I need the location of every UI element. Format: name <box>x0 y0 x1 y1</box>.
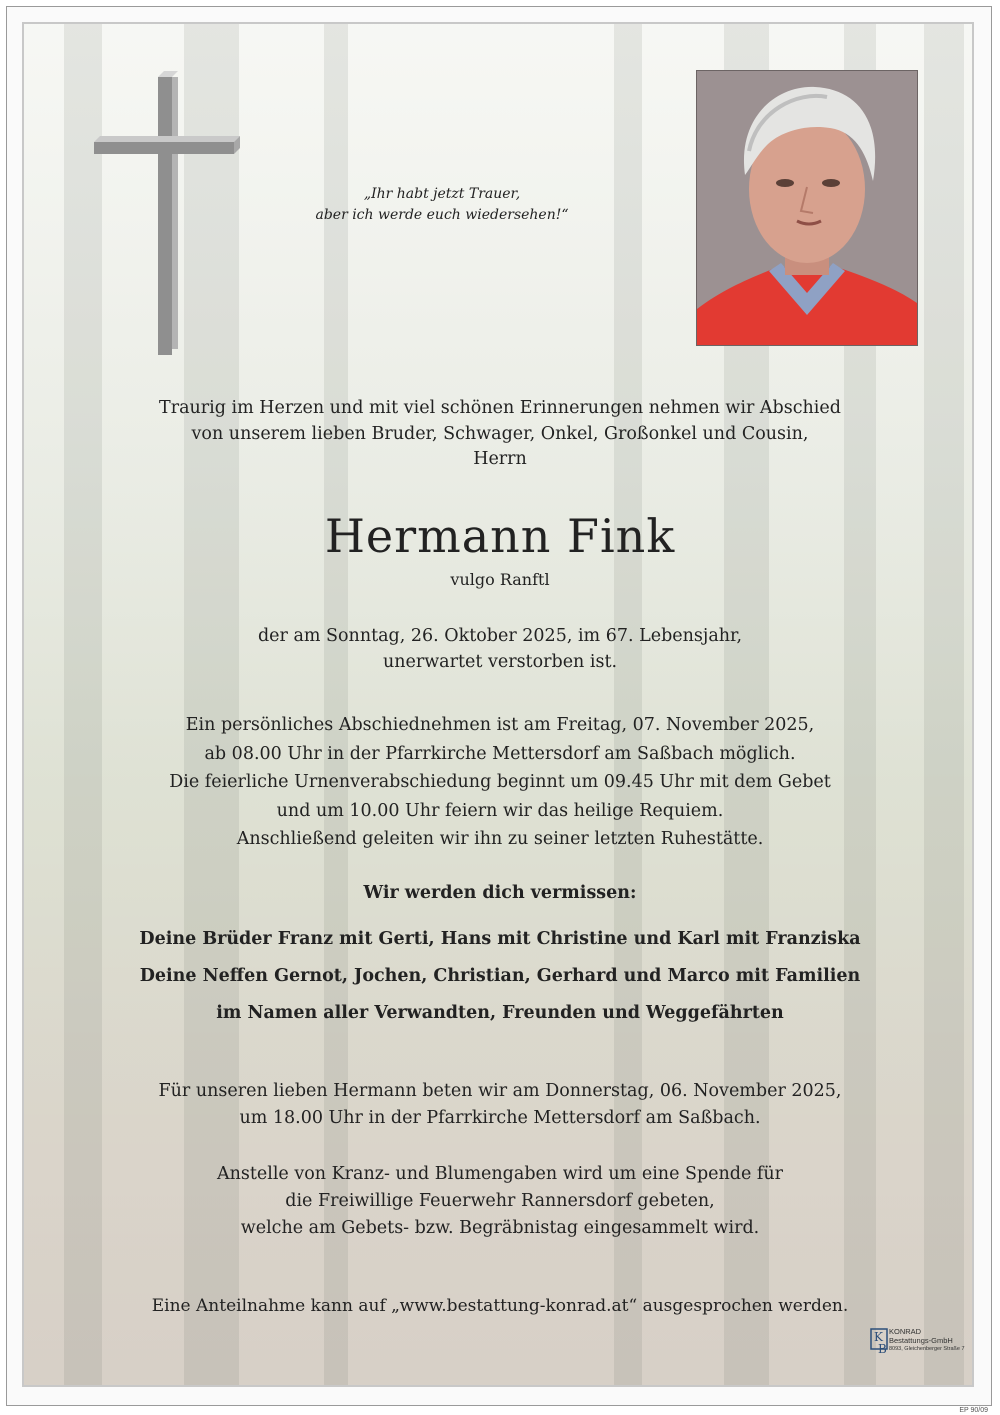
bible-quote <box>292 184 592 226</box>
prayer-line: um 18.00 Uhr in der Pfarrkirche Mettersdorf am Saßbach. <box>239 1108 761 1128</box>
quote-line: aber ich werde euch wiedersehen!“ <box>315 207 569 223</box>
deceased-name: Hermann Fink <box>324 509 676 563</box>
farewell-line: Die feierliche Urnenverabschiedung beginnt um 09.45 Uhr mit dem Gebet <box>169 772 831 792</box>
intro-line: von unserem lieben Bruder, Schwager, Onkel, Großonkel und Cousin, <box>191 423 809 444</box>
logo-name: KONRAD <box>889 1327 922 1336</box>
farewell-line: Ein persönliches Abschiednehmen ist am Freitag, 07. November 2025, <box>185 715 815 735</box>
farewell-line: ab 08.00 Uhr in der Pfarrkirche Mettersdorf am Saßbach möglich. <box>204 743 796 764</box>
death-line: unerwartet verstorben ist. <box>382 651 618 672</box>
deceased-nickname: vulgo Ranftl <box>450 570 550 589</box>
farewell-details <box>76 711 924 854</box>
svg-text:B: B <box>878 1342 887 1355</box>
funeral-home-logo <box>869 1327 969 1371</box>
mourners-line: Deine Neffen Gernot, Jochen, Christian, Gerhard und Marco mit Familien <box>139 966 861 986</box>
cross-icon <box>94 71 244 355</box>
logo-company: Bestattungs-GmbH <box>889 1336 953 1345</box>
prayer-line: Für unseren lieben Hermann beten wir am Donnerstag, 06. November 2025, <box>158 1081 842 1101</box>
donation-line: die Freiwillige Feuerwehr Rannersdorf gebeten, <box>285 1191 715 1211</box>
condolence-notice: Eine Anteilnahme kann auf „www.bestattung-konrad.at“ ausgesprochen werden. <box>151 1296 849 1316</box>
logo-text <box>889 1327 965 1354</box>
print-code: EP 90/09 <box>959 1407 988 1414</box>
death-notice <box>76 624 924 675</box>
farewell-line: Anschließend geleiten wir ihn zu seiner letzten Ruhestätte. <box>236 829 764 849</box>
mourners-line: Deine Brüder Franz mit Gerti, Hans mit Christine und Karl mit Franziska <box>139 929 861 949</box>
donation-line: welche am Gebets- bzw. Begräbnistag eingesammelt wird. <box>240 1218 760 1238</box>
logo-address: 8093, Gleichenberger Straße 7 <box>889 1346 965 1352</box>
donation-notice <box>76 1161 924 1242</box>
mourners-heading: Wir werden dich vermissen: <box>363 883 637 903</box>
donation-line: Anstelle von Kranz- und Blumengaben wird um eine Spende für <box>216 1164 784 1184</box>
intro-line: Herrn <box>473 449 527 469</box>
quote-line: „Ihr habt jetzt Trauer, <box>363 186 521 202</box>
svg-text:K: K <box>874 1330 883 1344</box>
portrait-photo <box>696 70 918 346</box>
announcement-intro <box>76 396 924 473</box>
prayer-notice <box>76 1078 924 1132</box>
parte-card <box>22 22 974 1387</box>
death-line: der am Sonntag, 26. Oktober 2025, im 67. Lebensjahr, <box>257 626 743 646</box>
konrad-logo-icon <box>869 1327 891 1355</box>
intro-line: Traurig im Herzen und mit viel schönen Erinnerungen nehmen wir Abschied <box>159 398 841 418</box>
portrait-illustration <box>697 71 917 345</box>
farewell-line: und um 10.00 Uhr feiern wir das heilige Requiem. <box>276 800 724 821</box>
mourners-list <box>76 921 924 1032</box>
background-tree <box>924 24 964 1385</box>
mourners-line: im Namen aller Verwandten, Freunden und Weggefährten <box>216 1003 784 1023</box>
